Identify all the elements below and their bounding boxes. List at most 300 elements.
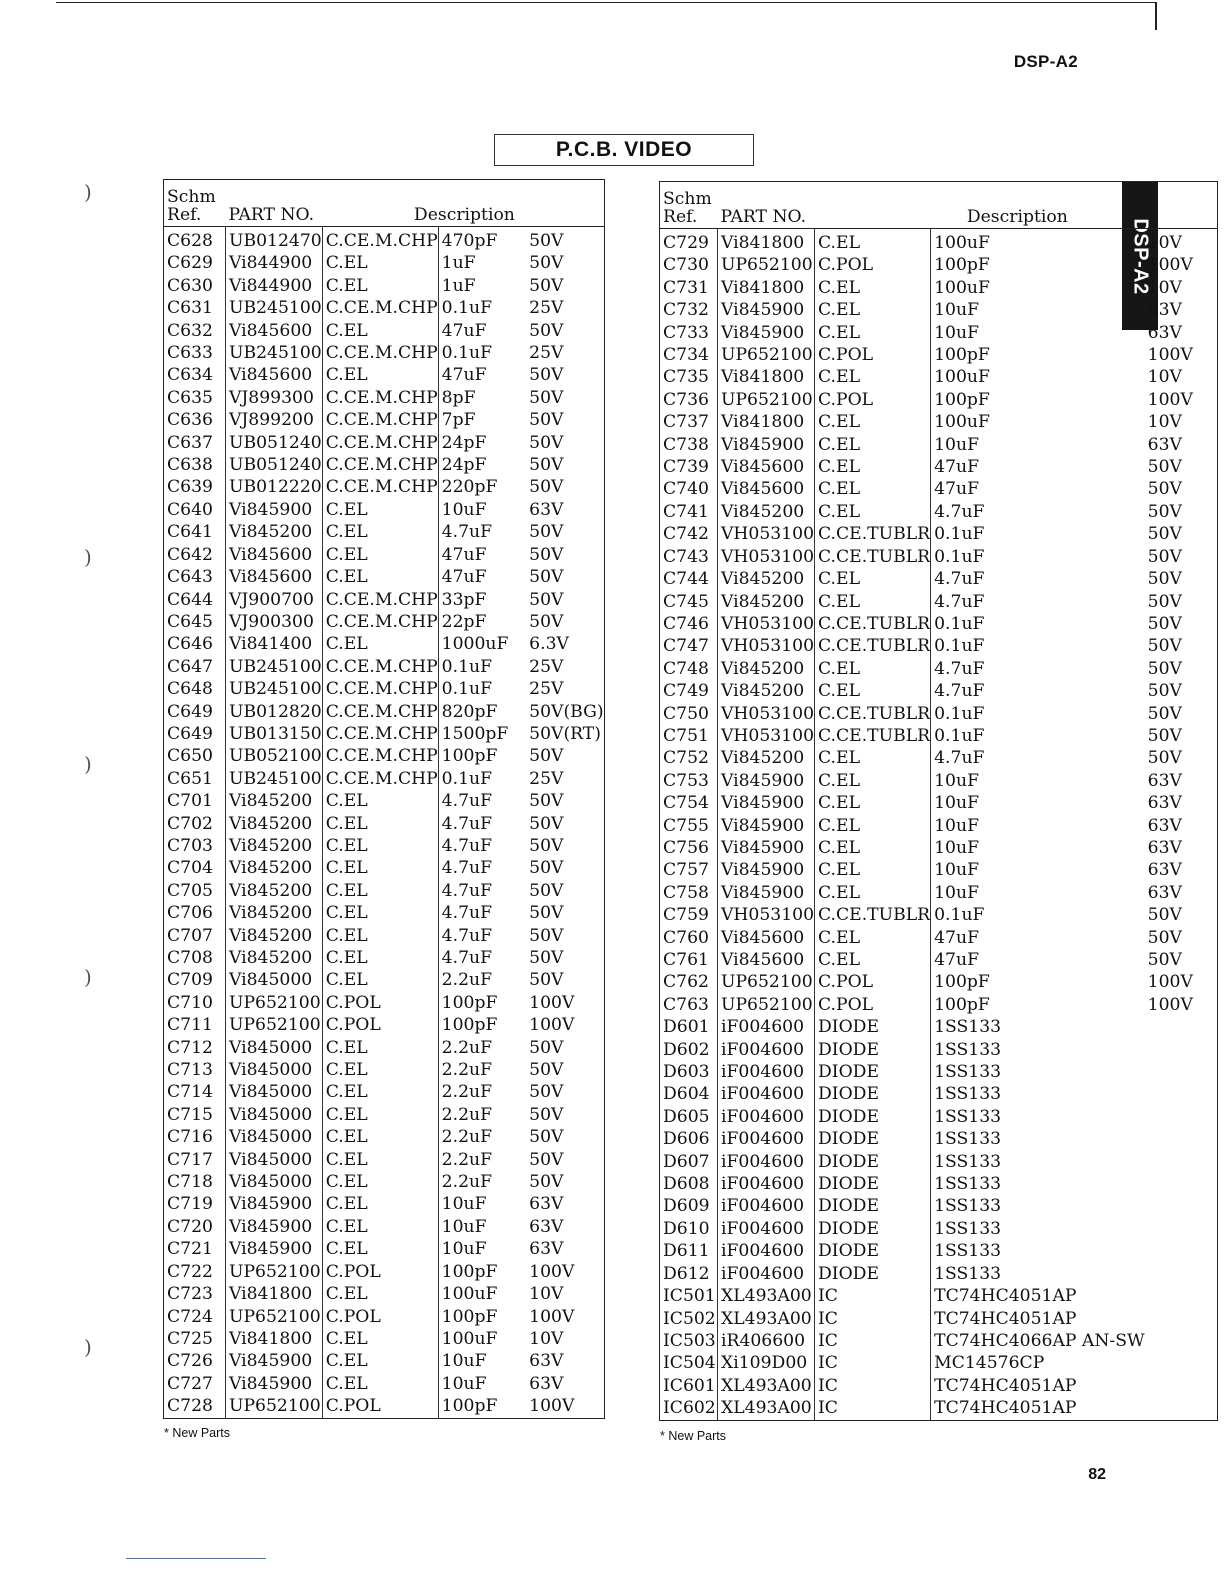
rating-cell: 63V	[529, 1194, 564, 1215]
value-cell: 100pF	[934, 389, 990, 410]
new-parts-note: * New Parts	[660, 1429, 726, 1443]
part-no-cell: Vi845600	[226, 566, 323, 588]
ref-cell: D604	[660, 1083, 718, 1105]
value-cell: 1500pF	[441, 723, 509, 744]
ref-cell: C710	[164, 992, 226, 1014]
part-no-cell: Vi845600	[718, 478, 815, 500]
value-cell: 4.7uF	[934, 501, 985, 522]
ref-cell: IC504	[660, 1352, 718, 1374]
value-cell: 4.7uF	[441, 903, 493, 924]
part-no-cell: Vi845200	[718, 658, 815, 680]
schm-ref-header	[164, 180, 226, 227]
rating-cell	[1145, 1128, 1218, 1150]
value-cell: 0.1uF	[934, 613, 985, 634]
type-cell: DIODE	[815, 1218, 931, 1240]
value-cell: TC74HC4051AP	[934, 1398, 1077, 1419]
ref-cell: C731	[660, 277, 718, 299]
table-row	[660, 456, 1218, 478]
part-no-cell: Vi845600	[718, 456, 815, 478]
type-cell: IC	[815, 1330, 931, 1352]
value-cell: 24pF	[441, 432, 487, 453]
ref-cell: C751	[660, 725, 718, 747]
value-cell: 10uF	[934, 837, 979, 858]
type-cell: C.EL	[815, 568, 931, 590]
ref-cell: C650	[164, 745, 226, 767]
rating-cell: 50V	[1147, 591, 1182, 612]
type-cell: C.EL	[322, 275, 438, 297]
type-cell: C.EL	[322, 1037, 438, 1059]
ref-cell: C630	[164, 275, 226, 297]
table-row	[164, 969, 605, 991]
rating-cell: 50V	[529, 275, 564, 296]
value-cell: 100pF	[934, 994, 990, 1015]
value-cell: TC74HC4051AP	[934, 1375, 1077, 1396]
type-cell: C.POL	[322, 992, 438, 1014]
value-cell: 0.1uF	[441, 343, 493, 364]
type-cell: DIODE	[815, 1173, 931, 1195]
table-row	[164, 656, 605, 678]
rating-cell: 50V	[529, 611, 564, 632]
type-cell: C.EL	[815, 770, 931, 792]
value-cell: 1SS133	[934, 1218, 1002, 1239]
value-cell: 0.1uF	[934, 636, 985, 657]
value-cell: 47uF	[441, 320, 487, 341]
ref-cell: C726	[164, 1350, 226, 1372]
bottom-line	[126, 1558, 266, 1559]
table-row	[164, 947, 605, 969]
ref-cell: C727	[164, 1373, 226, 1395]
part-no-cell: Vi845600	[226, 364, 323, 386]
value-cell: 100pF	[934, 972, 990, 993]
value-cell: 47uF	[934, 479, 979, 500]
table-row	[164, 1261, 605, 1283]
ref-cell: C703	[164, 835, 226, 857]
part-no-cell: VH053100	[718, 703, 815, 725]
part-no-cell: UB013150	[226, 723, 323, 745]
value-cell: 0.1uF	[934, 524, 985, 545]
ref-cell: C746	[660, 613, 718, 635]
table-row	[660, 1330, 1218, 1352]
value-cell: 24pF	[441, 455, 487, 476]
ref-cell: C763	[660, 994, 718, 1016]
table-row	[660, 882, 1218, 904]
ref-cell: C712	[164, 1037, 226, 1059]
rating-cell: 50V	[529, 387, 564, 408]
description-header: Description	[322, 180, 604, 227]
type-cell: DIODE	[815, 1195, 931, 1217]
rating-cell: 50V	[1147, 613, 1182, 634]
type-cell: C.EL	[815, 591, 931, 613]
type-cell: C.EL	[815, 658, 931, 680]
table-row	[164, 1216, 605, 1238]
table-row	[164, 925, 605, 947]
table-row	[660, 434, 1218, 456]
ref-cell: C752	[660, 747, 718, 769]
ref-cell: C708	[164, 947, 226, 969]
type-cell: C.EL	[815, 299, 931, 321]
value-cell: 10uF	[934, 434, 979, 455]
type-cell: C.EL	[322, 902, 438, 924]
part-no-cell: XL493A00	[718, 1397, 815, 1420]
value-cell: 10uF	[934, 770, 979, 791]
part-no-cell: Vi845000	[226, 1104, 323, 1126]
table-row	[660, 1285, 1218, 1307]
rating-cell: 50V	[529, 589, 564, 610]
part-no-cell: VH053100	[718, 523, 815, 545]
part-no-cell: XL493A00	[718, 1308, 815, 1330]
part-no-cell: UP652100	[718, 994, 815, 1016]
ref-cell: C646	[164, 633, 226, 655]
type-cell: C.EL	[322, 633, 438, 655]
value-cell: 4.7uF	[441, 835, 493, 856]
table-header-row	[164, 180, 605, 227]
part-no-cell: UB012220	[226, 476, 323, 498]
rating-cell: 10V	[529, 1284, 564, 1305]
rating-cell: 63V	[529, 1216, 564, 1237]
rating-cell: 50V	[529, 1172, 564, 1193]
part-no-cell: VJ899300	[226, 387, 323, 409]
margin-mark: )	[84, 545, 92, 569]
table-row	[660, 1106, 1218, 1128]
table-row	[164, 768, 605, 790]
part-no-cell: Vi841800	[226, 1328, 323, 1350]
type-cell: C.EL	[815, 366, 931, 388]
type-cell: C.EL	[815, 792, 931, 814]
ref-cell: C704	[164, 857, 226, 879]
type-cell: C.EL	[322, 1104, 438, 1126]
value-cell: 7pF	[441, 410, 476, 431]
table-row	[164, 275, 605, 297]
type-cell: C.CE.M.CHP	[322, 768, 438, 790]
ref-header: Ref.	[663, 207, 698, 227]
table-row	[164, 1171, 605, 1193]
part-no-cell: Vi845000	[226, 1037, 323, 1059]
table-row	[164, 589, 605, 611]
table-row	[660, 1061, 1218, 1083]
type-cell: C.CE.M.CHP	[322, 656, 438, 678]
type-cell: DIODE	[815, 1083, 931, 1105]
table-row	[164, 1238, 605, 1260]
table-row	[164, 476, 605, 498]
type-cell: C.EL	[815, 927, 931, 949]
rating-cell: 63V	[1147, 815, 1182, 836]
part-no-cell: Vi845900	[226, 499, 323, 521]
table-row	[164, 227, 605, 253]
value-cell: 1SS133	[934, 1241, 1002, 1262]
table-row	[660, 770, 1218, 792]
rating-cell: 50V	[529, 948, 564, 968]
type-cell: C.CE.M.CHP	[322, 723, 438, 745]
ref-cell: C754	[660, 792, 718, 814]
type-cell: C.EL	[815, 882, 931, 904]
rating-cell: 63V	[1147, 770, 1182, 791]
table-row	[164, 544, 605, 566]
rating-cell: 6.3V	[529, 634, 569, 655]
type-cell: C.EL	[815, 411, 931, 433]
part-no-cell: Vi845200	[226, 947, 323, 969]
part-no-cell: iF004600	[718, 1106, 815, 1128]
type-cell: C.POL	[322, 1014, 438, 1036]
ref-cell: C632	[164, 320, 226, 342]
ref-cell: IC601	[660, 1375, 718, 1397]
type-cell: IC	[815, 1308, 931, 1330]
rating-cell: 100V	[529, 1306, 575, 1327]
rating-cell: 50V	[529, 1127, 564, 1148]
ref-cell: C747	[660, 635, 718, 657]
rating-cell: 50V	[1147, 457, 1182, 478]
value-cell: 0.1uF	[441, 298, 493, 319]
part-no-cell: Vi845900	[718, 770, 815, 792]
part-no-cell: UB052100	[226, 745, 323, 767]
ref-cell: C707	[164, 925, 226, 947]
type-cell: DIODE	[815, 1039, 931, 1061]
value-cell: 47uF	[441, 567, 487, 588]
rating-cell: 63V	[1147, 300, 1182, 321]
part-no-cell: Vi845900	[718, 859, 815, 881]
table-row	[164, 1126, 605, 1148]
table-row	[660, 1016, 1218, 1038]
part-no-header: PART NO.	[226, 180, 323, 227]
ref-cell: C749	[660, 680, 718, 702]
part-no-cell: VJ899200	[226, 409, 323, 431]
rating-cell: 63V	[1147, 322, 1182, 343]
value-cell: 100pF	[441, 1396, 498, 1417]
type-cell: C.POL	[322, 1261, 438, 1283]
table-row	[164, 297, 605, 319]
type-cell: C.CE.M.CHP	[322, 227, 438, 253]
part-no-cell: VJ900700	[226, 589, 323, 611]
rating-cell: 50V	[1147, 524, 1182, 545]
value-cell: 1SS133	[934, 1263, 1002, 1284]
part-no-cell: Vi845200	[226, 790, 323, 812]
ref-cell: IC503	[660, 1330, 718, 1352]
ref-cell: C750	[660, 703, 718, 725]
table-row	[660, 1195, 1218, 1217]
ref-cell: C755	[660, 815, 718, 837]
ref-cell: C649	[164, 723, 226, 745]
value-cell: 10uF	[441, 1351, 487, 1372]
value-cell: 2.2uF	[441, 1037, 493, 1058]
rating-cell: 50V(RT)	[529, 723, 601, 744]
table-row	[164, 1395, 605, 1418]
table-header-row	[660, 182, 1218, 229]
type-cell: C.EL	[815, 478, 931, 500]
part-no-cell: Vi845600	[226, 544, 323, 566]
ref-cell: C639	[164, 476, 226, 498]
rating-cell: 50V	[1147, 703, 1182, 724]
table-row	[660, 658, 1218, 680]
ref-cell: C637	[164, 432, 226, 454]
value-cell: 0.1uF	[934, 703, 985, 724]
table-row	[164, 499, 605, 521]
type-cell: DIODE	[815, 1016, 931, 1038]
ref-cell: C737	[660, 411, 718, 433]
table-row	[164, 1306, 605, 1328]
rating-cell: 50V	[529, 544, 564, 565]
value-cell: 100pF	[934, 255, 990, 276]
table-row	[660, 949, 1218, 971]
part-no-cell: UB245100	[226, 656, 323, 678]
rating-cell: 50V	[529, 880, 564, 901]
ref-cell: D612	[660, 1263, 718, 1285]
rating-cell	[1145, 1397, 1218, 1420]
value-cell: 100pF	[934, 345, 990, 366]
ref-cell: C638	[164, 454, 226, 476]
rating-cell	[1145, 1240, 1218, 1262]
type-cell: C.EL	[815, 837, 931, 859]
rating-cell: 63V	[529, 499, 564, 520]
type-cell: C.EL	[815, 434, 931, 456]
type-cell: C.CE.M.CHP	[322, 701, 438, 723]
rating-cell: 63V	[529, 1239, 564, 1260]
ref-cell: C729	[660, 229, 718, 255]
type-cell: C.EL	[322, 835, 438, 857]
ref-header: Ref.	[167, 205, 202, 225]
part-no-cell: UP652100	[226, 1395, 323, 1418]
rating-cell: 63V	[1147, 837, 1182, 858]
rating-cell	[1145, 1083, 1218, 1105]
rating-cell: 50V	[529, 835, 564, 856]
part-no-cell: Vi841800	[226, 1283, 323, 1305]
part-no-cell: UP652100	[718, 344, 815, 366]
type-cell: C.CE.M.CHP	[322, 387, 438, 409]
part-no-cell: Vi845900	[718, 299, 815, 321]
table-row	[164, 1149, 605, 1171]
part-no-cell: Vi841800	[718, 277, 815, 299]
table-row	[660, 366, 1218, 388]
type-cell: C.EL	[815, 322, 931, 344]
rating-cell: 50V	[529, 858, 564, 879]
value-cell: 1SS133	[934, 1151, 1002, 1172]
part-no-cell: Vi841800	[718, 229, 815, 255]
rating-cell	[1145, 1195, 1218, 1217]
type-cell: C.EL	[815, 949, 931, 971]
value-cell: 100uF	[934, 233, 990, 253]
table-row	[660, 1173, 1218, 1195]
ref-cell: C701	[164, 790, 226, 812]
rating-cell	[1145, 1173, 1218, 1195]
table-row	[660, 680, 1218, 702]
type-cell: C.EL	[322, 1216, 438, 1238]
part-no-cell: UP652100	[718, 389, 815, 411]
rating-cell: 63V	[1147, 434, 1182, 455]
type-cell: C.CE.M.CHP	[322, 745, 438, 767]
table-row	[164, 566, 605, 588]
part-no-cell: UP652100	[226, 992, 323, 1014]
value-cell: 10uF	[441, 1239, 487, 1260]
part-no-cell: iF004600	[718, 1173, 815, 1195]
schm-header: Schm	[663, 189, 712, 209]
part-no-cell: VH053100	[718, 546, 815, 568]
rating-cell: 50V	[1147, 748, 1182, 769]
table-row	[660, 994, 1218, 1016]
type-cell: C.POL	[815, 994, 931, 1016]
rating-cell: 50V	[529, 1037, 564, 1058]
type-cell: C.EL	[322, 1350, 438, 1372]
type-cell: C.CE.M.CHP	[322, 409, 438, 431]
ref-cell: C739	[660, 456, 718, 478]
table-row	[660, 725, 1218, 747]
rating-cell: 50V	[529, 1149, 564, 1170]
type-cell: IC	[815, 1397, 931, 1420]
value-cell: 100uF	[441, 1328, 498, 1349]
value-cell: 4.7uF	[934, 681, 985, 702]
ref-cell: C715	[164, 1104, 226, 1126]
table-row	[660, 1083, 1218, 1105]
table-row	[660, 591, 1218, 613]
ref-cell: D611	[660, 1240, 718, 1262]
rating-cell: 100V	[1147, 389, 1193, 410]
table-row	[660, 1308, 1218, 1330]
ref-cell: C728	[164, 1395, 226, 1418]
part-no-cell: Vi845200	[226, 813, 323, 835]
type-cell: C.EL	[322, 1328, 438, 1350]
rating-cell: 100V	[529, 992, 575, 1013]
type-cell: DIODE	[815, 1151, 931, 1173]
rating-cell: 63V	[529, 1373, 564, 1394]
table-row	[660, 971, 1218, 993]
value-cell: 1uF	[441, 253, 476, 274]
ref-cell: C734	[660, 344, 718, 366]
table-row	[164, 364, 605, 386]
table-row	[660, 1039, 1218, 1061]
rating-cell: 50V	[529, 746, 564, 767]
value-cell: 100pF	[441, 746, 498, 767]
value-cell: 33pF	[441, 589, 487, 610]
value-cell: 470pF	[441, 231, 498, 251]
table-row	[660, 501, 1218, 523]
part-no-cell: Vi845200	[226, 835, 323, 857]
type-cell: IC	[815, 1375, 931, 1397]
ref-cell: C733	[660, 322, 718, 344]
ref-cell: C753	[660, 770, 718, 792]
page-number: 82	[1088, 1466, 1106, 1483]
part-no-cell: Vi844900	[226, 252, 323, 274]
rating-cell: 50V	[1147, 927, 1182, 948]
table-row	[660, 344, 1218, 366]
value-cell: 0.1uF	[441, 679, 493, 700]
ref-cell: C741	[660, 501, 718, 523]
ref-cell: C711	[164, 1014, 226, 1036]
type-cell: C.EL	[322, 320, 438, 342]
rating-cell: 25V	[529, 768, 564, 789]
ref-cell: C762	[660, 971, 718, 993]
ref-cell: C631	[164, 297, 226, 319]
type-cell: C.EL	[322, 1149, 438, 1171]
type-cell: C.EL	[322, 925, 438, 947]
type-cell: C.EL	[322, 857, 438, 879]
value-cell: 1uF	[441, 275, 476, 296]
type-cell: DIODE	[815, 1106, 931, 1128]
schm-header: Schm	[167, 187, 216, 207]
value-cell: 0.1uF	[934, 546, 985, 567]
type-cell: C.EL	[815, 456, 931, 478]
part-no-cell: UB245100	[226, 342, 323, 364]
part-no-header: PART NO.	[718, 182, 815, 229]
value-cell: 4.7uF	[441, 925, 493, 946]
ref-cell: C634	[164, 364, 226, 386]
type-cell: C.CE.M.CHP	[322, 678, 438, 700]
value-cell: 1SS133	[934, 1062, 1002, 1083]
type-cell: C.POL	[815, 389, 931, 411]
ref-cell: C721	[164, 1238, 226, 1260]
value-cell: 2.2uF	[441, 970, 493, 991]
ref-cell: C756	[660, 837, 718, 859]
margin-mark: )	[84, 180, 92, 204]
rating-cell: 50V	[1147, 725, 1182, 746]
type-cell: DIODE	[815, 1128, 931, 1150]
table-row	[164, 1037, 605, 1059]
